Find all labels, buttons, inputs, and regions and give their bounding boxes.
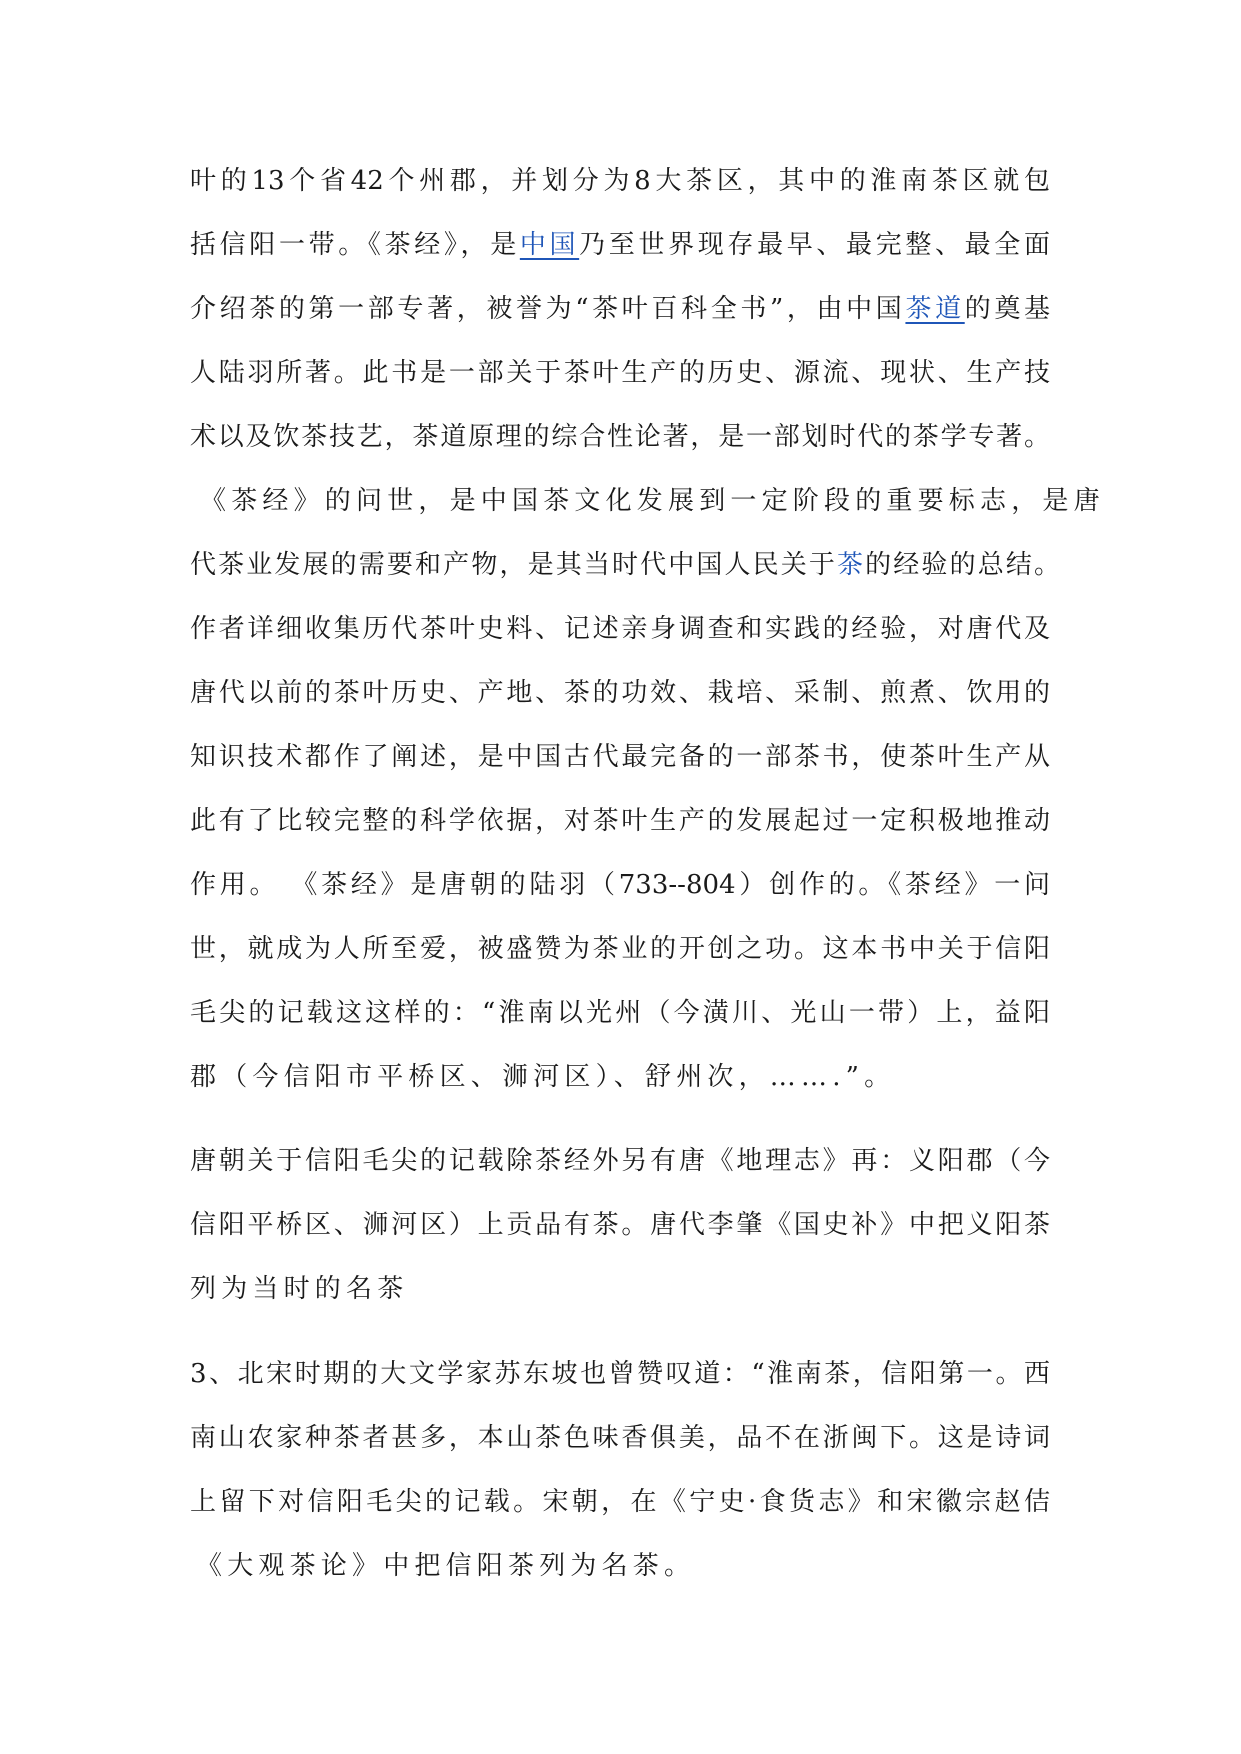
text-line: 作用。 《茶经》是唐朝的陆羽（733--804）创作的。《茶经》一问 <box>190 870 1050 900</box>
text-line: 此有了比较完整的科学依据，对茶叶生产的发展起过一定积极地推动 <box>190 806 1050 836</box>
text-line: 括信阳一带。《茶经》，是中国乃至世界现存最早、最完整、最全面 <box>190 230 1050 260</box>
link-cha[interactable]: 茶 <box>837 550 866 580</box>
text-line: 人陆羽所著。此书是一部关于茶叶生产的历史、源流、现状、生产技 <box>190 358 1050 388</box>
text-line: 代茶业发展的需要和产物，是其当时代中国人民关于茶的经验的总结。 <box>190 550 1060 580</box>
text-line: 毛尖的记载这这样的：“淮南以光州（今潢川、光山一带）上，益阳 <box>190 998 1050 1028</box>
text-line: 唐朝关于信阳毛尖的记载除茶经外另有唐《地理志》再：义阳郡（今 <box>190 1146 1050 1176</box>
text-line: 唐代以前的茶叶历史、产地、茶的功效、栽培、采制、煎煮、饮用的 <box>190 678 1050 708</box>
text-line: 上留下对信阳毛尖的记载。宋朝，在《宁史·食货志》和宋徽宗赵佶 <box>190 1487 1050 1517</box>
text-line: 介绍茶的第一部专著，被誉为“茶叶百科全书”，由中国茶道的奠基 <box>190 294 1050 324</box>
link-chadao[interactable]: 茶道 <box>905 294 965 324</box>
text-line: 3、北宋时期的大文学家苏东坡也曾赞叹道：“淮南茶，信阳第一。西 <box>190 1359 1050 1389</box>
text-line: 《大观茶论》中把信阳茶列为名茶。 <box>196 1551 696 1581</box>
text-line: 叶的13个省42个州郡，并划分为8大茶区，其中的淮南茶区就包 <box>190 166 1050 196</box>
text-line: 术以及饮茶技艺，茶道原理的综合性论著，是一部划时代的茶学专著。 <box>190 422 1050 452</box>
link-zhongguo[interactable]: 中国 <box>519 230 580 260</box>
text-line: 知识技术都作了阐述，是中国古代最完备的一部茶书，使茶叶生产从 <box>190 742 1050 772</box>
text-line: 南山农家种茶者甚多，本山茶色味香俱美，品不在浙闽下。这是诗词 <box>190 1423 1050 1453</box>
text-line: 世，就成为人所至爱，被盛赞为茶业的开创之功。这本书中关于信阳 <box>190 934 1050 964</box>
text-line: 作者详细收集历代茶叶史料、记述亲身调查和实践的经验，对唐代及 <box>190 614 1050 644</box>
text-line: 信阳平桥区、浉河区）上贡品有茶。唐代李肇《国史补》中把义阳茶 <box>190 1210 1050 1240</box>
text-line: 列为当时的名茶 <box>190 1274 409 1304</box>
text-line: 郡（今信阳市平桥区、浉河区）、舒州次，…….”。 <box>190 1062 896 1092</box>
text-line: 《茶经》的问世，是中国茶文化发展到一定阶段的重要标志，是唐 <box>200 486 1105 516</box>
